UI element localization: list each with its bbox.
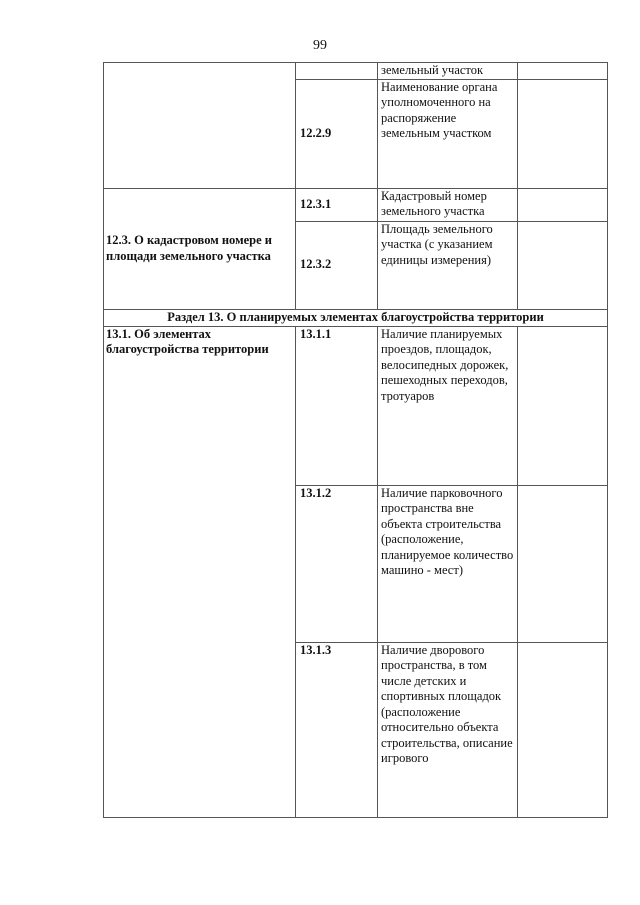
- page-number: 99: [313, 38, 327, 53]
- section-label-cell: 13.1. Об элементах благоустройства территории: [104, 326, 296, 817]
- value-cell: [518, 63, 608, 80]
- code-cell-continued: [296, 63, 378, 80]
- code-cell: 12.3.2: [296, 221, 378, 309]
- table-row: [104, 188, 608, 221]
- section-cell-continued: [104, 63, 296, 189]
- value-cell: [518, 188, 608, 221]
- table-row: [104, 309, 608, 326]
- value-cell: [518, 642, 608, 817]
- section-label-cell: 12.3. О кадастровом номере и площади земельного участка: [104, 188, 296, 309]
- section-header: Раздел 13. О планируемых элементах благоустройства территории: [104, 309, 608, 326]
- code-cell: 12.3.1: [296, 188, 378, 221]
- code-cell: 13.1.3: [296, 642, 378, 817]
- code-cell: 13.1.1: [296, 326, 378, 485]
- desc-cell: Наличие парковочного пространства вне объекта строительства (расположение, планируемое количество машино - мест): [378, 485, 518, 642]
- value-cell: [518, 79, 608, 188]
- value-cell: [518, 221, 608, 309]
- desc-cell: Площадь земельного участка (с указанием единицы измерения): [378, 221, 518, 309]
- value-cell: [518, 326, 608, 485]
- table-row: [104, 63, 608, 80]
- desc-cell: Наличие планируемых проездов, площадок, велосипедных дорожек, пешеходных переходов, тротуаров: [378, 326, 518, 485]
- desc-cell: Кадастровый номер земельного участка: [378, 188, 518, 221]
- table-row: [104, 326, 608, 485]
- value-cell: [518, 485, 608, 642]
- code-cell: 13.1.2: [296, 485, 378, 642]
- document-table: [103, 62, 608, 818]
- code-cell: 12.2.9: [296, 79, 378, 188]
- desc-cell: Наименование органа уполномоченного на распоряжение земельным участком: [378, 79, 518, 188]
- desc-cell: Наличие дворового пространства, в том числе детских и спортивных площадок (расположение относительно объекта строительства, описание игрового: [378, 642, 518, 817]
- desc-cell: земельный участок: [378, 63, 518, 80]
